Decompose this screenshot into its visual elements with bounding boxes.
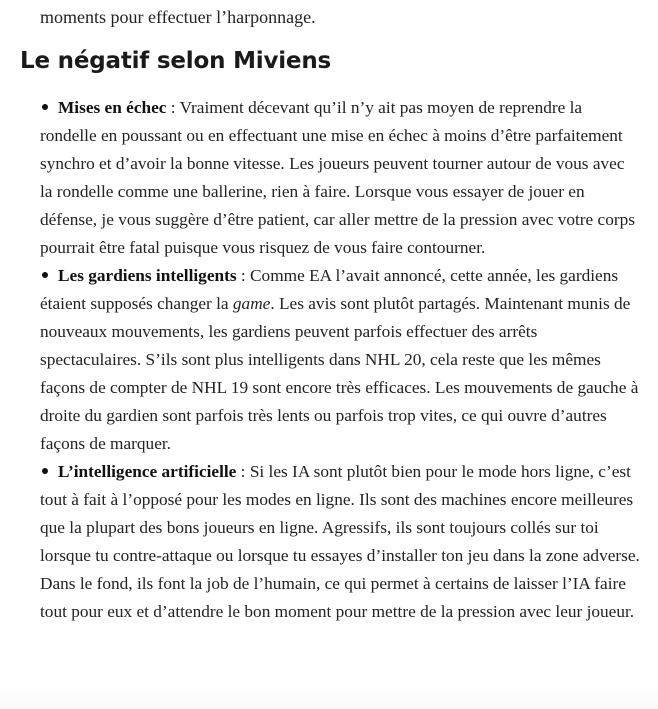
list-item-goalies <box>40 262 640 458</box>
section-heading: Le négatif selon Miviens <box>20 48 331 74</box>
list-item-term: Les gardiens intelligents <box>58 266 237 285</box>
list-item-term: L’intelligence artificielle <box>58 462 237 481</box>
previous-paragraph-end: moments pour effectuer l’harponnage. <box>40 7 316 27</box>
italic-word: game <box>232 294 271 313</box>
term-separator: : <box>236 266 251 285</box>
list-item-body-start: Comme EA l’avait annoncé, cette année, les gardiens étaient supposés changer la <box>40 266 619 313</box>
bullet-icon <box>42 104 48 110</box>
list-item-checking <box>40 94 640 262</box>
list-item-body: Si les IA sont plutôt bien pour le mode hors ligne, c’est tout à fait à l’opposé pour les modes en ligne. Ils sont des machines encore meilleures que la plupart des bons joueurs en ligne. Agressifs, ils sont toujours collés sur toi lorsque tu contre-attaque ou lorsque tu essayes d’installer ton jeu dans la zone adverse. Dans le fond, ils font la job de l’humain, ce qui permet à certains de laisser l’IA faire tout pour eux et d’attendre le bon moment pour mettre de la pression avec leur joueur. <box>40 462 640 621</box>
list-item-body: Vraiment décevant qu’il n’y ait pas moyen de reprendre la rondelle en poussant ou en effectuant une mise en échec à moins d’être parfaitement synchro et d’avoir la bonne vitesse. Les joueurs peuvent tourner autour de vous avec la rondelle comme une ballerine, rien à faire. Lorsque vous essayer de jouer en défense, je vous suggère d’être patient, car aller mettre de la pression avec votre corps pourrait être fatal puisque vous risquez de vous faire contourner. <box>40 98 635 257</box>
term-separator: : <box>236 462 250 481</box>
bullet-icon <box>42 272 48 278</box>
negatives-list <box>40 94 640 626</box>
list-item-ai <box>40 458 640 626</box>
list-item-term: Mises en échec <box>58 98 167 117</box>
bullet-icon <box>42 468 48 474</box>
term-separator: : <box>166 98 180 117</box>
list-item-body-end: . Les avis sont plutôt partagés. Maintenant munis de nouveaux mouvements, les gardiens peuvent parfois effectuer des arrêts spectaculaires. S’ils sont plus intelligents dans NHL 20, cela reste que les mêmes façons de compter de NHL 19 sont encore très efficaces. Les mouvements de gauche à droite du gardien sont parfois très lents ou parfois trop vites, ce qui ouvre d’autres façons de marquer. <box>40 294 639 453</box>
bottom-fade <box>0 685 658 709</box>
